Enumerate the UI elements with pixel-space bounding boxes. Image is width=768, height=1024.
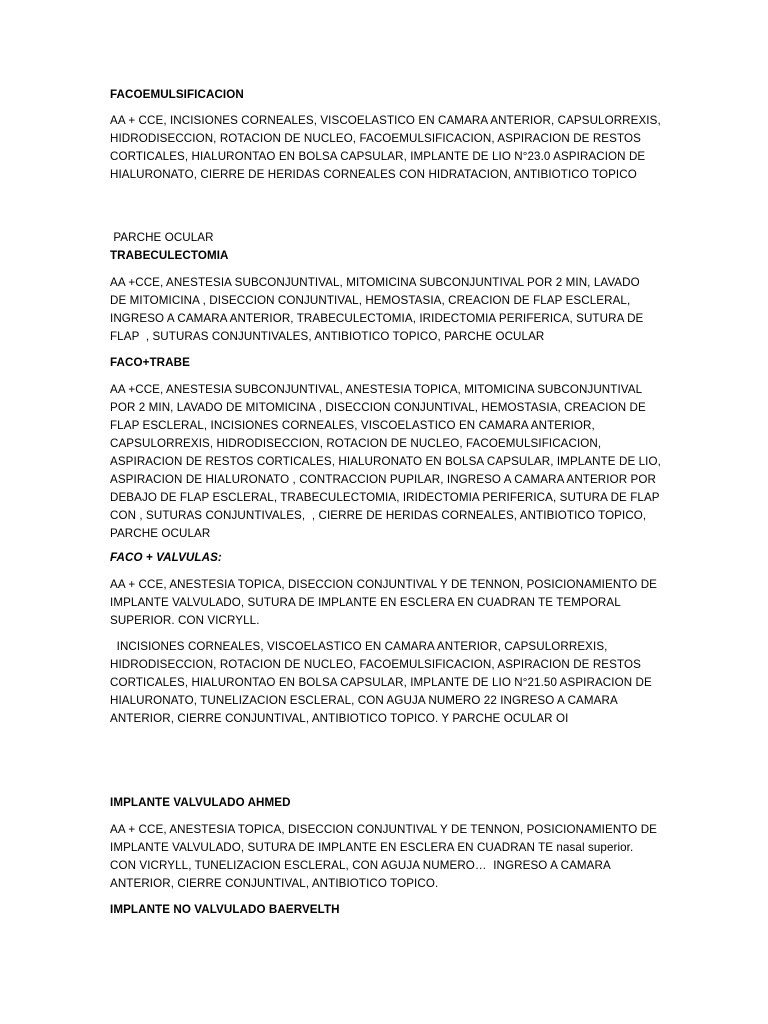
text-line: ASPIRACION DE HIALURONATO , CONTRACCION PUPILAR, INGRESO A CAMARA ANTERIOR POR bbox=[110, 473, 656, 486]
text-line: CAPSULORREXIS, HIDRODISECCION, ROTACION DE NUCLEO, FACOEMULSIFICACION, bbox=[110, 437, 602, 450]
paragraph-faco-trabe bbox=[110, 381, 661, 543]
heading-implante-valvulado-ahmed: IMPLANTE VALVULADO AHMED bbox=[110, 796, 291, 809]
text-line: CORTICALES, HIALURONTAO EN BOLSA CAPSULAR, IMPLANTE DE LIO N°23.0 ASPIRACION DE bbox=[110, 150, 646, 163]
text-line: IMPLANTE VALVULADO, SUTURA DE IMPLANTE EN ESCLERA EN CUADRAN TE nasal superior. bbox=[110, 841, 634, 854]
text-line: IMPLANTE VALVULADO, SUTURA DE IMPLANTE EN ESCLERA EN CUADRAN TE TEMPORAL bbox=[110, 596, 621, 609]
paragraph-trabeculectomia bbox=[110, 274, 658, 346]
text-line: FLAP ESCLERAL, INCISIONES CORNEALES, VISCOELASTICO EN CAMARA ANTERIOR, bbox=[110, 419, 595, 432]
text-line: HIDRODISECCION, ROTACION DE NUCLEO, FACOEMULSIFICACION, ASPIRACION DE RESTOS bbox=[110, 658, 641, 671]
text-line: DE MITOMICINA , DISECCION CONJUNTIVAL, HEMOSTASIA, CREACION DE FLAP ESCLERAL, bbox=[110, 294, 631, 307]
text-line: CORTICALES, HIALURONTAO EN BOLSA CAPSULAR, IMPLANTE DE LIO N°21.50 ASPIRACION DE bbox=[110, 676, 652, 689]
paragraph-faco-valvulas-1 bbox=[110, 576, 658, 630]
text-line: HIALURONATO, CIERRE DE HERIDAS CORNEALES CON HIDRATACION, ANTIBIOTICO TOPICO bbox=[110, 168, 637, 181]
text-line: PARCHE OCULAR bbox=[110, 231, 214, 244]
text-line: HIDRODISECCION, ROTACION DE NUCLEO, FACOEMULSIFICACION, ASPIRACION DE RESTOS bbox=[110, 132, 641, 145]
text-line: AA + CCE, ANESTESIA TOPICA, DISECCION CONJUNTIVAL Y DE TENNON, POSICIONAMIENTO DE bbox=[110, 578, 658, 591]
text-line: AA + CCE, ANESTESIA TOPICA, DISECCION CONJUNTIVAL Y DE TENNON, POSICIONAMIENTO DE bbox=[110, 823, 658, 836]
text-line: POR 2 MIN, LAVADO DE MITOMICINA , DISECCION CONJUNTIVAL, HEMOSTASIA, CREACION DE bbox=[110, 401, 646, 414]
text-line: ANTERIOR, CIERRE CONJUNTIVAL, ANTIBIOTICO TOPICO. bbox=[110, 877, 439, 890]
text-line: ANTERIOR, CIERRE CONJUNTIVAL, ANTIBIOTICO TOPICO. Y PARCHE OCULAR OI bbox=[110, 712, 569, 725]
text-line: INCISIONES CORNEALES, VISCOELASTICO EN CAMARA ANTERIOR, CAPSULORREXIS, bbox=[110, 640, 608, 653]
heading-facoemulsificacion: FACOEMULSIFICACION bbox=[110, 88, 244, 101]
heading-faco-valvulas: FACO + VALVULAS: bbox=[110, 551, 222, 564]
text-line: FLAP , SUTURAS CONJUNTIVALES, ANTIBIOTICO TOPICO, PARCHE OCULAR bbox=[110, 330, 545, 343]
text-line: DEBAJO DE FLAP ESCLERAL, TRABECULECTOMIA, IRIDECTOMIA PERIFERICA, SUTURA DE FLAP bbox=[110, 491, 660, 504]
text-line: INGRESO A CAMARA ANTERIOR, TRABECULECTOMIA, IRIDECTOMIA PERIFERICA, SUTURA DE bbox=[110, 312, 644, 325]
text-line: AA + CCE, INCISIONES CORNEALES, VISCOELASTICO EN CAMARA ANTERIOR, CAPSULORREXIS, bbox=[110, 114, 661, 127]
paragraph-faco-valvulas-2 bbox=[110, 638, 658, 728]
paragraph-implante-valvulado-ahmed bbox=[110, 821, 658, 893]
text-line: AA +CCE, ANESTESIA SUBCONJUNTIVAL, ANESTESIA TOPICA, MITOMICINA SUBCONJUNTIVAL bbox=[110, 383, 643, 396]
text-line: CON VICRYLL, TUNELIZACION ESCLERAL, CON AGUJA NUMERO… INGRESO A CAMARA bbox=[110, 859, 611, 872]
text-line: SUPERIOR. CON VICRYLL. bbox=[110, 614, 260, 627]
paragraph-parche-ocular bbox=[110, 193, 658, 283]
text-line: PARCHE OCULAR bbox=[110, 527, 211, 540]
text-line: CON , SUTURAS CONJUNTIVALES, , CIERRE DE HERIDAS CORNEALES, ANTIBIOTICO TOPICO, bbox=[110, 509, 647, 522]
heading-trabeculectomia: TRABECULECTOMIA bbox=[110, 249, 229, 262]
paragraph-facoemulsificacion bbox=[110, 112, 661, 184]
text-line: AA +CCE, ANESTESIA SUBCONJUNTIVAL, MITOMICINA SUBCONJUNTIVAL POR 2 MIN, LAVADO bbox=[110, 276, 640, 289]
text-line: ASPIRACION DE RESTOS CORTICALES, HIALURONATO EN BOLSA CAPSULAR, IMPLANTE DE LIO, bbox=[110, 455, 661, 468]
text-line: HIALURONATO, TUNELIZACION ESCLERAL, CON AGUJA NUMERO 22 INGRESO A CAMARA bbox=[110, 694, 618, 707]
heading-faco-trabe: FACO+TRABE bbox=[110, 356, 190, 369]
heading-implante-no-valvulado-baervelth: IMPLANTE NO VALVULADO BAERVELTH bbox=[110, 903, 340, 916]
